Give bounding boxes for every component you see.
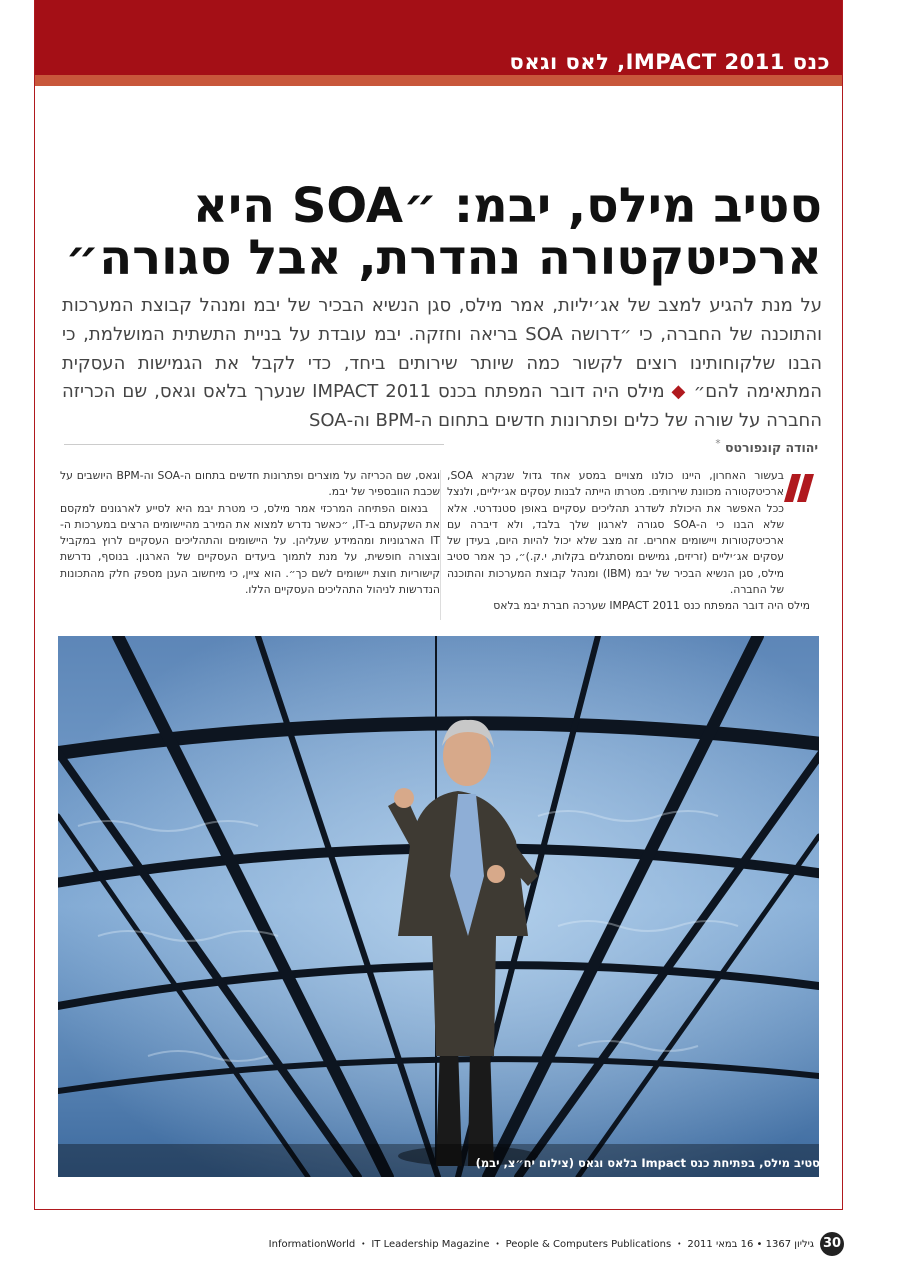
page-number: 30	[820, 1232, 844, 1256]
footer-separator: •	[677, 1240, 682, 1248]
column-right-paragraph-2: מילס היה דובר המפתח כנס IMPACT 2011 שערכה חברת יבמ בלאס	[493, 599, 810, 613]
column-left-paragraph-2: בנאום הפתיחה המרכזי אמר מילס, כי מטרת יבמ היא לסייע לארגונים למקסם את השקעתם ב-IT, ״כאשר נדרש למצוא את המירב מהיישומים הרצים במערכות ה-IT הארגוניות ומהמידע שעליהן. על היישומים והתהליכים העסקיים לרוץ במקביל ובצורה חופשית, על מנת לתמוך ביעדים העסקיים של הארגון. בנוסף, נדרשת קישוריות חוצת יישומים לשם כך״. הוא ציין, כי מיחשוב הענן מספק חלק מהתכונות הנדרשות לניהול התהליכים העסקיים הללו.	[60, 501, 440, 597]
footer-publisher: People & Computers Publications	[505, 1238, 672, 1250]
byline-divider	[64, 444, 444, 445]
footer-magazine: IT Leadership Magazine	[371, 1238, 490, 1250]
column-right-paragraph-1: בעשור האחרון, היינו כולנו מצויים במסע אחד גדול שנקרא SOA, ארכיטקטורה מכוונת שירותים. מטרתו הייתה לבנות עסקים אג׳יליים, ולנצל ככל האפשר את היכולת לשדרג תהליכים עסקיים באופן סטנדרטי. אלא שלא הבנו כי ה-SOA סגורה לארגון שלך בלבד, ולא דיברה עם ארכיטקטורות ויישומים אחרים. זה מצב שלא יכול להיות היום, בעידן של עסקים אג׳יליים (זריזים, גמישים ומסתגלים בקלות, י.ק.)״, כך אמר סטיב מילס, סגן הנשיא הבכיר של יבמ (IBM) ומנהל קבוצת המערכות והתוכנה של החברה.	[447, 469, 784, 597]
lead-part-1: על מנת להגיע למצב של אג׳יליות, אמר מילס, סגן הנשיא הבכיר של יבמ ומנהל קבוצת המערכות והתוכנה של החברה, כי ״דרושה SOA בריאה וחזקה. יבמ עובדת על בניית התשתית המושלמת, כי הבנו שלקוחותינו רוצים לקשור כמה שיותר שירותים ביחד, כדי לקבל את הגמישות העסקית המתאימה להם״	[62, 295, 822, 403]
article-photo	[58, 636, 819, 1177]
column-right	[447, 468, 822, 615]
red-diamond-icon: ◆	[671, 381, 687, 403]
lead-part-2: מילס היה דובר המפתח בכנס IMPACT 2011 שנערך בלאס וגאס, שם הכריזה החברה על שורה של כלים ופתרונות חדשים בתחום ה-BPM וה-SOA	[62, 381, 822, 432]
column-divider	[440, 470, 441, 620]
section-title: כנס IMPACT 2011, לאס וגאס	[509, 50, 830, 74]
column-left-paragraph-1: וגאס, שם הכריזה על מוצרים ופתרונות חדשים בתחום ה-SOA וה-BPM היושבים על שכבת הוובספיר של יבמ.	[60, 469, 440, 499]
article-headline: סטיב מילס, יבמ: ״SOA היא ארכיטקטורה נהדרת, אבל סגורה״	[65, 178, 822, 286]
footer-brand: InformationWorld	[268, 1238, 356, 1250]
footer-separator: •	[495, 1240, 500, 1248]
byline-mark: *	[715, 438, 721, 450]
article-lead	[62, 292, 822, 436]
column-left	[60, 468, 440, 598]
byline	[715, 438, 818, 455]
stage-photo-illustration	[58, 636, 819, 1177]
footer-issue: גיליון 1367 • 16 במאי 2011	[687, 1238, 814, 1250]
footer-separator: •	[361, 1240, 366, 1248]
photo-caption: סטיב מילס, בפתיחת כנס Impact בלאס וגאס (צילום יח״צ, יבמ)	[475, 1156, 820, 1170]
page-footer	[269, 1232, 844, 1256]
byline-author: יהודה קונפורטס	[724, 440, 818, 456]
